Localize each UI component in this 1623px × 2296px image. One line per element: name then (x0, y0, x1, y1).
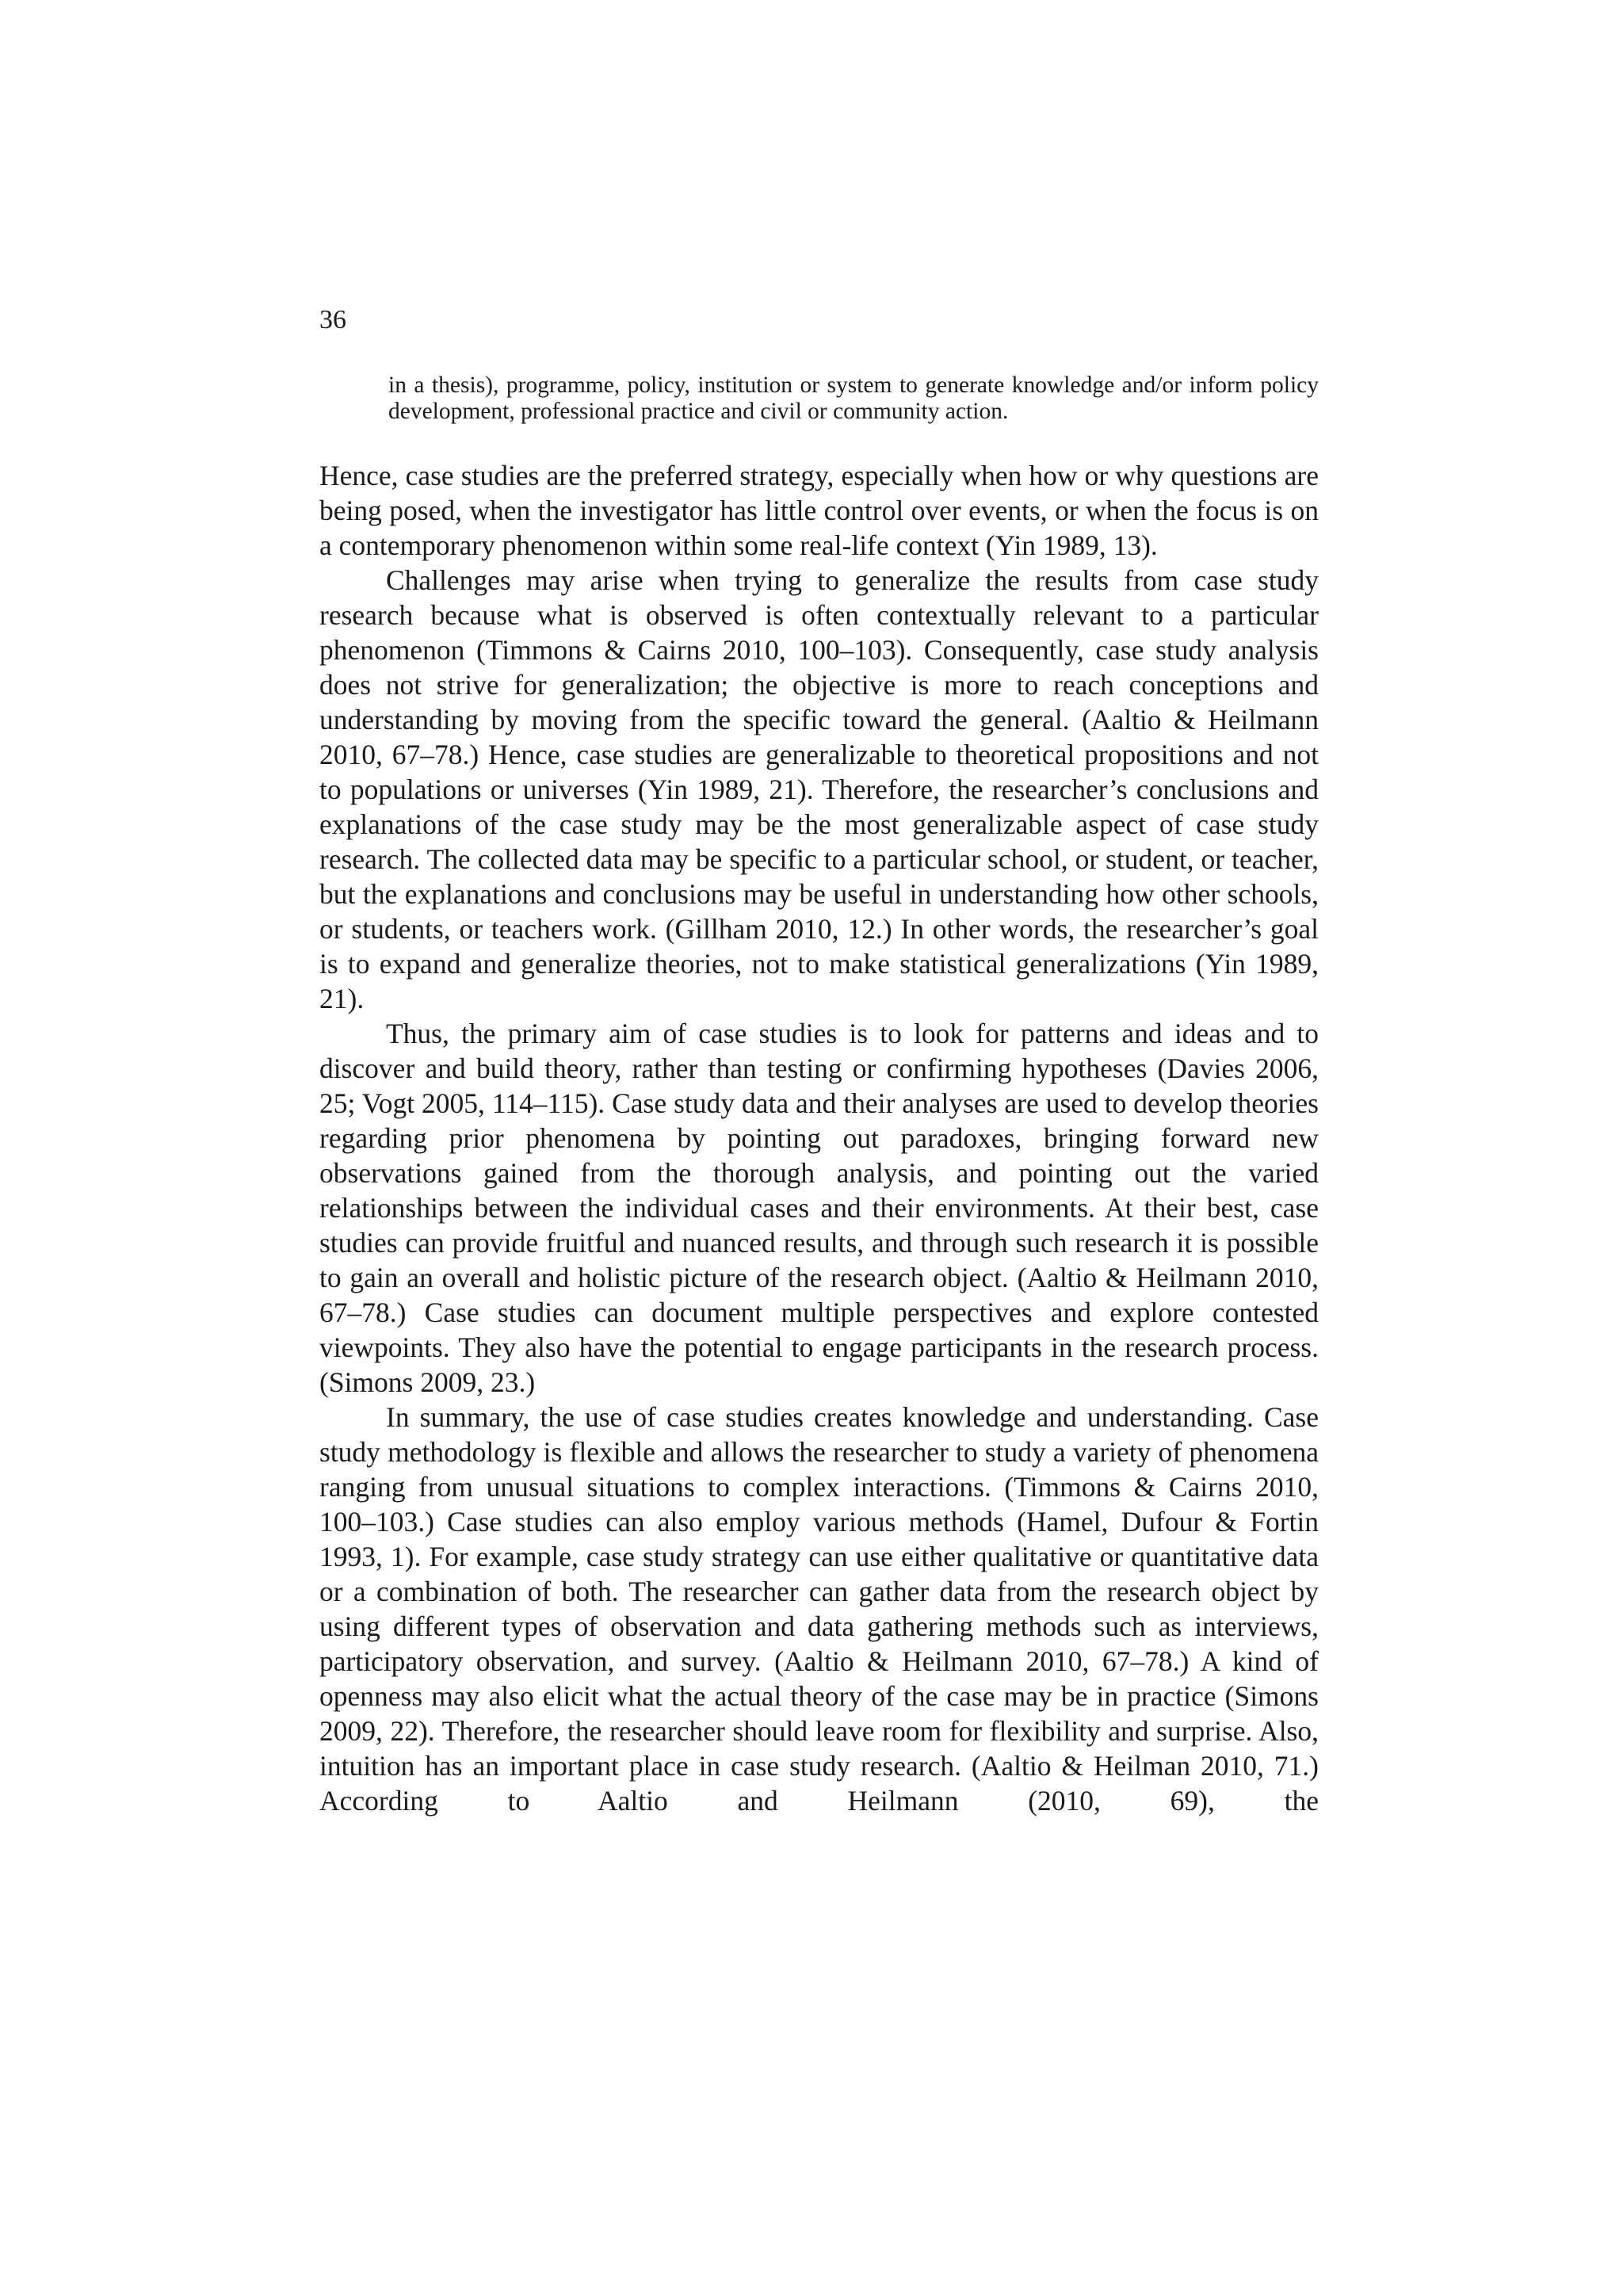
paragraph: Hence, case studies are the preferred strategy, especially when how or why questions are being posed, when the investigator has little control over events, or when the focus is on a contemporary phenomenon within some real-life context (Yin 1989, 13). (319, 460, 1319, 561)
block-quote: in a thesis), programme, policy, institution or system to generate knowledge and/or inform policy development, professional practice and civil or community action. (388, 372, 1319, 424)
paragraph: In summary, the use of case studies creates knowledge and understanding. Case study methodology is flexible and allows the researcher to study a variety of phenomena ranging from unusual situations to complex interactions. (Timmons & Cairns 2010, 100–103.) Case studies can also employ various methods (Hamel, Dufour & Fortin 1993, 1). For example, case study strategy can use either qualitative or quantitative data or a combination of both. The researcher can gather data from the research object by using different types of observation and data gathering methods such as interviews, participatory observation, and survey. (Aaltio & Heilmann 2010, 67–78.) A kind of openness may also elicit what the actual theory of the case may be in practice (Simons 2009, 22). Therefore, the researcher should leave room for flexibility and surprise. Also, intuition has an important place in case study research. (Aaltio & Heilman 2010, 71.) According to Aaltio and Heilmann (2010, 69), the (319, 1401, 1319, 1817)
paragraph: Challenges may arise when trying to generalize the results from case study research because what is observed is often contextually relevant to a particular phenomenon (Timmons & Cairns 2010, 100–103). Consequently, case study analysis does not strive for generalization; the objective is more to reach conceptions and understanding by moving from the specific toward the general. (Aaltio & Heilmann 2010, 67–78.) Hence, case studies are generalizable to theoretical propositions and not to populations or universes (Yin 1989, 21). Therefore, the researcher’s conclusions and explanations of the case study may be the most generalizable aspect of case study research. The collected data may be specific to a particular school, or student, or teacher, but the explanations and conclusions may be useful in understanding how other schools, or students, or teachers work. (Gillham 2010, 12.) In other words, the researcher’s goal is to expand and generalize theories, not to make statistical generalizations (Yin 1989, 21). (319, 564, 1319, 1014)
paragraph: Thus, the primary aim of case studies is to look for patterns and ideas and to discover and build theory, rather than testing or confirming hypotheses (Davies 2006, 25; Vogt 2005, 114–115). Case study data and their analyses are used to develop theories regarding prior phenomena by pointing out paradoxes, bringing forward new observations gained from the thorough analysis, and pointing out the varied relationships between the individual cases and their environments. At their best, case studies can provide fruitful and nuanced results, and through such research it is possible to gain an overall and holistic picture of the research object. (Aaltio & Heilmann 2010, 67–78.) Case studies can document multiple perspectives and explore contested viewpoints. They also have the potential to engage participants in the research process. (Simons 2009, 23.) (319, 1018, 1319, 1398)
body-text (319, 458, 1319, 1818)
page-number: 36 (319, 305, 346, 334)
